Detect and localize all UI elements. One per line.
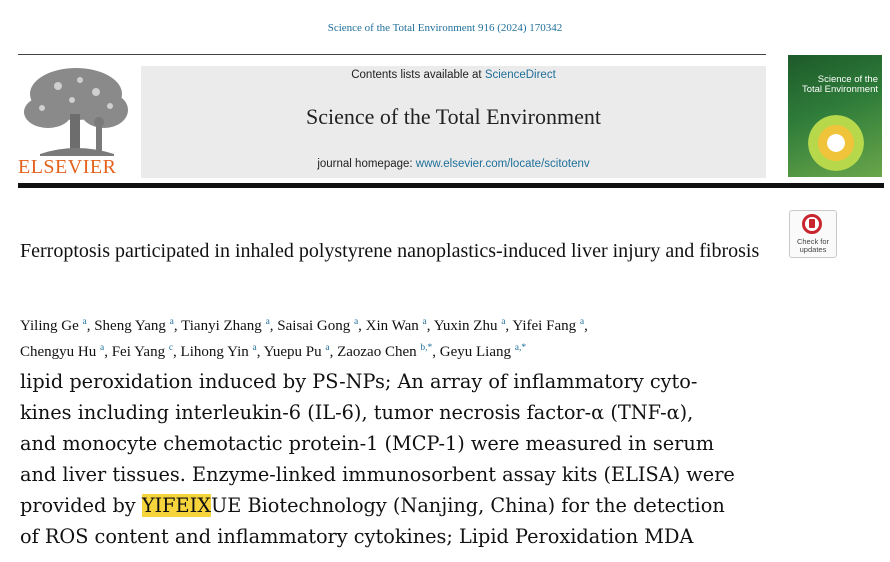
journal-title: Science of the Total Environment (306, 104, 601, 129)
header-rule (18, 54, 766, 55)
contents-prefix: Contents lists available at (351, 69, 485, 81)
check-updates-line1: Check for (796, 237, 830, 246)
text-line: and monocyte chemotactic protein-1 (MCP-1) were measured in serum (20, 432, 715, 455)
author[interactable]: Xin Wan $^a$ (365, 317, 427, 334)
check-updates-label (790, 238, 836, 254)
text-line: lipid peroxidation induced by PS-NPs; An array of inflammatory cyto- (20, 370, 698, 393)
check-updates-line2: updates (799, 245, 827, 254)
check-for-updates-button[interactable] (789, 210, 837, 258)
author-list: Yiling Ge $^a$, Sheng Yang $^a$, Tianyi Zhang $^a$, Saisai Gong $^a$, Xin Wan $^a$, Yuxin Zhu $^a$, Yifei Fang $^a$, Chengyu Hu $^a$, Fei Yang $^c$, Lihong Yin $^a$, Yuepu Pu $^a$, Zaozao Chen $^{b,*}$, Geyu Liang $^{a,*}$ (20, 317, 588, 360)
homepage-link[interactable]: www.elsevier.com/locate/scitotenv (415, 158, 590, 170)
author[interactable]: Yuepu Pu $^a$ (263, 343, 330, 360)
article-title: Ferroptosis participated in inhaled polystyrene nanoplastics-induced liver injury and fibrosis (20, 240, 760, 262)
author[interactable]: Yifei Fang $^a$ (512, 317, 585, 334)
journal-cover-image (788, 55, 882, 177)
cover-title-line2: Total Environment (801, 84, 878, 95)
highlighted-text[interactable]: YIFEIX (141, 494, 211, 517)
text-line: kines including interleukin-6 (IL-6), tumor necrosis factor-α (TNF-α), (20, 401, 694, 424)
cover-title-line1: Science of the (817, 74, 878, 85)
author[interactable]: Chengyu Hu $^a$ (20, 343, 105, 360)
author[interactable]: Yuxin Zhu $^a$ (433, 317, 506, 334)
header-thick-rule (18, 183, 884, 188)
author[interactable]: Saisai Gong $^a$ (277, 317, 359, 334)
body-text-excerpt (20, 366, 780, 552)
homepage-prefix: journal homepage: (317, 158, 416, 170)
cover-graphic (808, 115, 864, 171)
journal-citation[interactable]: Science of the Total Environment 916 (2024) 170342 (327, 22, 563, 34)
author[interactable]: Geyu Liang $^{a,*}$ (439, 343, 527, 360)
text-line: provided by YIFEIXUE Biotechnology (Nanjing, China) for the detection (20, 494, 725, 517)
author[interactable]: Tianyi Zhang $^a$ (181, 317, 270, 334)
sciencedirect-link[interactable]: ScienceDirect (484, 69, 556, 81)
author[interactable]: Fei Yang $^c$ (111, 343, 174, 360)
author[interactable]: Zaozao Chen $^{b,*}$ (337, 343, 433, 360)
author[interactable]: Sheng Yang $^a$ (94, 317, 174, 334)
text-line: and liver tissues. Enzyme-linked immunosorbent assay kits (ELISA) were (20, 463, 735, 486)
journal-homepage (141, 158, 766, 170)
author[interactable]: Lihong Yin $^a$ (180, 343, 257, 360)
text-line: of ROS content and inflammatory cytokines; Lipid Peroxidation MDA (20, 525, 694, 548)
publisher-name: ELSEVIER (18, 156, 117, 178)
cover-title (802, 75, 878, 95)
bookmark-icon (809, 219, 815, 228)
journal-header-box (141, 66, 766, 178)
contents-available (141, 69, 766, 81)
author[interactable]: Yiling Ge $^a$ (20, 317, 87, 334)
